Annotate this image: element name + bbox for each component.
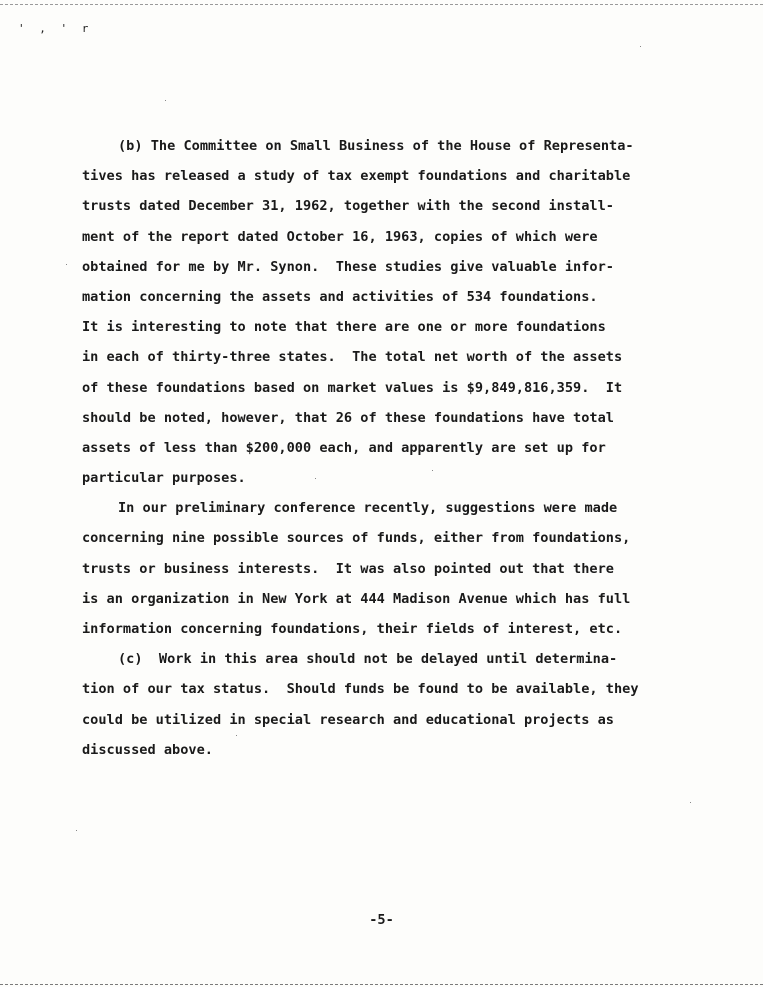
scan-speck: [66, 264, 67, 265]
paragraph-conference-line: is an organization in New York at 444 Madison Avenue which has full: [82, 590, 631, 607]
paragraph-b-line: (b) The Committee on Small Business of the House of Representa-: [118, 138, 634, 154]
paragraph-conference-line: trusts or business interests. It was also pointed out that there: [82, 560, 614, 577]
paragraph-conference-line: information concerning foundations, their fields of interest, etc.: [82, 621, 623, 637]
paragraph-conference-line: In our preliminary conference recently, suggestions were made: [118, 500, 618, 517]
paragraph-c-line: could be utilized in special research and educational projects as: [82, 711, 614, 728]
scan-speck: [432, 470, 433, 471]
page-number: -5-: [369, 912, 394, 928]
paragraph-b-line: trusts dated December 31, 1962, together with the second install-: [82, 198, 614, 215]
paragraph-b-line: of these foundations based on market values is $9,849,816,359. It: [82, 379, 623, 396]
paragraph-b-line: should be noted, however, that 26 of these foundations have total: [82, 409, 614, 426]
top-scan-edge: [0, 4, 763, 5]
paragraph-c-line: discussed above.: [82, 741, 213, 758]
paragraph-b-line: assets of less than $200,000 each, and apparently are set up for: [82, 439, 606, 456]
scan-speck: [76, 830, 77, 831]
paragraph-b-line: in each of thirty-three states. The total net worth of the assets: [82, 349, 623, 366]
paragraph-b-line: ment of the report dated October 16, 1963, copies of which were: [82, 228, 598, 245]
corner-scan-mark: ' , ' r: [18, 22, 93, 35]
scan-speck: [315, 478, 316, 479]
paragraph-b-line: obtained for me by Mr. Synon. These studies give valuable infor-: [82, 258, 614, 275]
paragraph-b-line: particular purposes.: [82, 470, 246, 487]
document-body: [82, 131, 702, 765]
scan-speck: [690, 802, 691, 803]
paragraph-b-line: mation concerning the assets and activities of 534 foundations.: [82, 288, 598, 305]
paragraph-b-line: It is interesting to note that there are one or more foundations: [82, 319, 606, 336]
scan-speck: [236, 735, 237, 736]
paragraph-conference-line: concerning nine possible sources of funds, either from foundations,: [82, 530, 631, 547]
scan-speck: [165, 100, 166, 101]
paragraph-c-line: (c) Work in this area should not be delayed until determina-: [118, 651, 618, 668]
paragraph-b-line: tives has released a study of tax exempt foundations and charitable: [82, 168, 631, 185]
paragraph-c-line: tion of our tax status. Should funds be found to be available, they: [82, 681, 639, 698]
bottom-scan-edge: [0, 984, 763, 985]
scan-speck: [640, 46, 641, 47]
